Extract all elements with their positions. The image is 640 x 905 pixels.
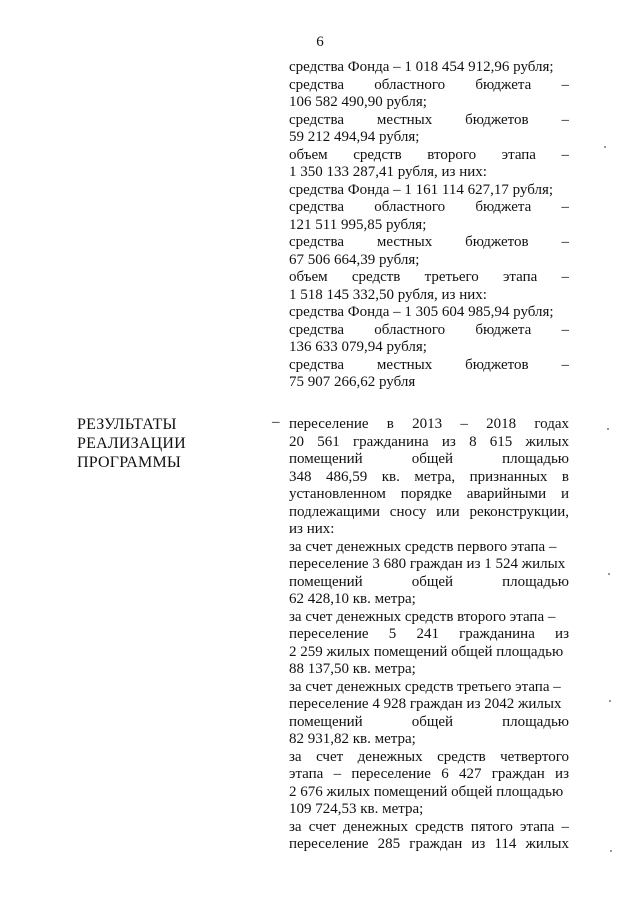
text-line: 62 428,10 кв. метра; (289, 591, 416, 607)
scan-speck (610, 850, 612, 852)
text-line: средства Фонда – 1 305 604 985,94 рубля; (289, 304, 554, 320)
text-line: 2 259 жилых помещений общей площадью (289, 643, 564, 660)
text-line: 75 907 266,62 рубля (289, 374, 416, 390)
results-heading-line: РЕЗУЛЬТАТЫ (77, 416, 177, 433)
text-line: 2 676 жилых помещений общей площадью (289, 783, 564, 800)
text-line: средства областного бюджета – (289, 321, 569, 338)
text-line: средства областного бюджета – (289, 199, 569, 215)
text-line: подлежащими сносу или реконструкции, (289, 503, 569, 520)
text-line: помещений общей площадью (289, 451, 569, 467)
text-line: 82 931,82 кв. метра; (289, 731, 416, 747)
text-line: 20 561 гражданина из 8 615 жилых (289, 433, 569, 450)
scan-speck (607, 428, 609, 430)
text-line: 1 350 133 287,41 рубля, из них: (289, 164, 487, 180)
text-line: средства Фонда – 1 161 114 627,17 рубля; (289, 181, 554, 198)
text-line: переселение 3 680 граждан из 1 524 жилых (289, 556, 566, 572)
text-line: 106 582 490,90 рубля; (289, 94, 427, 110)
scan-speck (608, 573, 610, 575)
funding-text-block (289, 59, 569, 392)
text-line: этапа – переселение 6 427 граждан из (289, 766, 569, 782)
text-line: установленном порядке аварийными и (289, 486, 569, 502)
text-line: 1 518 145 332,50 рубля, из них: (289, 286, 487, 303)
text-line: средства Фонда – 1 018 454 912,96 рубля; (289, 59, 554, 75)
text-line: помещений общей площадью (289, 713, 569, 730)
text-line: объем средств третьего этапа – (289, 269, 569, 285)
text-line: 67 506 664,39 рубля; (289, 251, 420, 268)
text-line: объем средств второго этапа – (289, 146, 569, 163)
text-line: переселение 5 241 гражданина из (289, 626, 569, 642)
text-line: за счет денежных средств пятого этапа – (289, 818, 569, 835)
text-line: помещений общей площадью (289, 573, 569, 590)
text-line: 88 137,50 кв. метра; (289, 661, 416, 677)
text-line: средства местных бюджетов – (289, 234, 569, 250)
text-line: средства областного бюджета – (289, 76, 569, 93)
results-heading-line: ПРОГРАММЫ (77, 454, 182, 471)
text-line: за счет денежных средств второго этапа – (289, 608, 556, 625)
text-line: 109 724,53 кв. метра; (289, 801, 424, 817)
page-number: 6 (316, 34, 324, 50)
text-line: средства местных бюджетов – (289, 356, 569, 373)
text-line: 136 633 079,94 рубля; (289, 339, 427, 355)
text-line: 348 486,59 кв. метра, признанных в (289, 468, 569, 485)
results-heading (77, 415, 217, 472)
text-line: из них: (289, 521, 335, 537)
text-line: 59 212 494,94 рубля; (289, 129, 420, 145)
text-line: за счет денежных средств первого этапа – (289, 538, 557, 555)
results-heading-line: РЕАЛИЗАЦИИ (77, 435, 186, 452)
scan-speck (604, 146, 606, 148)
text-line: переселение 4 928 граждан из 2042 жилых (289, 696, 562, 712)
text-line: средства местных бюджетов – (289, 111, 569, 128)
text-line: 121 511 995,85 рубля; (289, 216, 427, 233)
text-line: переселение 285 граждан из 114 жилых (289, 836, 569, 852)
scan-speck (609, 700, 611, 702)
results-dash: – (272, 414, 280, 430)
text-line: за счет денежных средств четвертого (289, 748, 569, 765)
text-line: переселение в 2013 – 2018 годах (289, 416, 569, 432)
text-line: за счет денежных средств третьего этапа – (289, 678, 561, 695)
results-text-block (289, 416, 569, 854)
